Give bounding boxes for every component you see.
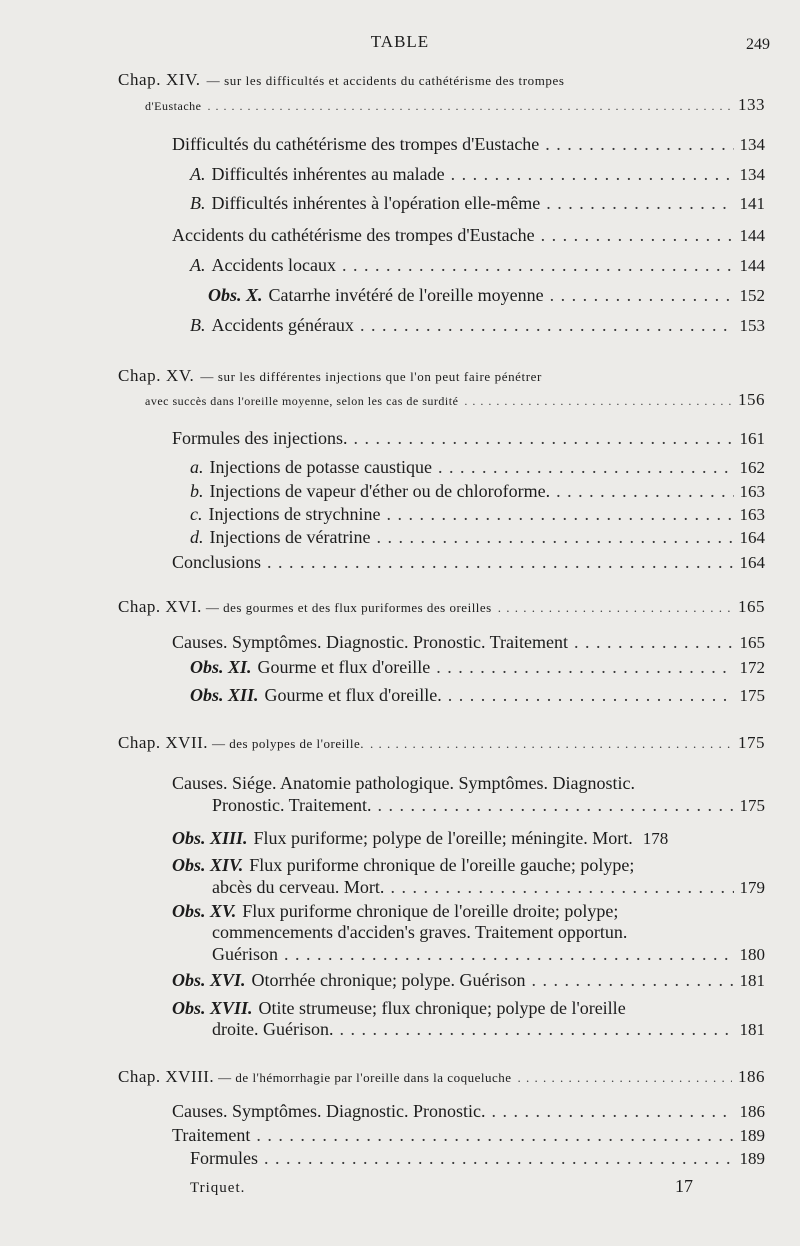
footer-signature: 17 <box>675 1176 693 1196</box>
dot-leader <box>556 480 733 502</box>
entry-page: 172 <box>739 658 765 677</box>
entry-text: Formules <box>190 1148 259 1168</box>
dot-leader <box>267 551 733 573</box>
entry-text: Flux puriforme chronique de l'oreille gauche; polype; <box>249 855 635 875</box>
entry-letter: B. <box>190 315 206 335</box>
entry-page: 134 <box>739 135 765 154</box>
entry-page: 161 <box>739 429 765 448</box>
chapter-14-heading <box>118 70 565 90</box>
chapter-15-heading <box>118 366 542 386</box>
entry-text: Pronostic. Traitement. <box>212 795 372 815</box>
dot-leader <box>550 284 734 306</box>
chapter-14-heading-line2 <box>145 94 765 117</box>
entry-letter: b. <box>190 481 204 501</box>
entry-page: 186 <box>739 1102 765 1121</box>
toc-entry <box>212 1018 765 1041</box>
observation-label: Obs. XVII. <box>172 998 253 1018</box>
dot-leader <box>386 503 733 525</box>
entry-page: 179 <box>739 878 765 897</box>
entry-text: Flux puriforme chronique de l'oreille droite; polype; <box>242 901 619 921</box>
toc-entry <box>190 163 765 186</box>
dot-leader <box>518 1067 733 1089</box>
entry-text: Difficultés inhérentes au malade <box>211 164 445 184</box>
entry-page: 181 <box>739 971 765 990</box>
toc-entry-line1 <box>172 854 634 876</box>
entry-text: Difficultés du cathétérisme des trompes d'Eustache <box>172 134 540 154</box>
dot-leader <box>464 390 732 412</box>
entry-text: droite. Guérison. <box>212 1019 334 1039</box>
dot-leader <box>264 1147 733 1169</box>
entry-letter: B. <box>190 193 206 213</box>
entry-page: 152 <box>739 286 765 305</box>
running-title: TABLE <box>370 32 430 51</box>
toc-entry <box>190 314 765 337</box>
toc-entry <box>190 1147 765 1170</box>
entry-page: 165 <box>739 633 765 652</box>
entry-text: Otite strumeuse; flux chronique; polype de l'oreille <box>258 998 626 1018</box>
entry-page: 162 <box>739 458 765 477</box>
entry-text: Difficultés inhérentes à l'opération elle-même <box>211 193 541 213</box>
dot-leader <box>541 224 734 246</box>
toc-entry <box>172 427 765 450</box>
entry-page: 175 <box>739 796 765 815</box>
entry-letter: A. <box>190 255 206 275</box>
entry-page: 164 <box>739 553 765 572</box>
toc-entry <box>212 794 765 817</box>
dot-leader <box>339 1018 733 1040</box>
toc-entry <box>172 224 765 247</box>
entry-text: Flux puriforme; polype de l'oreille; méningite. Mort. <box>253 828 633 848</box>
toc-entry <box>190 503 765 526</box>
entry-page: 153 <box>739 316 765 335</box>
observation-label: Obs. X. <box>208 285 263 305</box>
entry-page: 175 <box>739 686 765 705</box>
dot-leader <box>207 95 732 117</box>
entry-page: 189 <box>739 1149 765 1168</box>
toc-entry <box>190 254 765 277</box>
entry-page: 144 <box>739 256 765 275</box>
toc-entry-line2: commencements d'acciden's graves. Traitement opportun. <box>212 922 628 942</box>
entry-text: Accidents du cathétérisme des trompes d'Eustache <box>172 225 535 245</box>
toc-entry-observation <box>190 684 765 707</box>
chapter-18-label: Chap. XVIII. <box>118 1067 215 1086</box>
dot-leader <box>353 427 733 449</box>
dot-leader <box>545 133 733 155</box>
chapter-14-label: Chap. XIV. <box>118 70 201 89</box>
chapter-16-page: 165 <box>738 597 765 616</box>
entry-text: Conclusions <box>172 552 262 572</box>
dot-leader <box>498 597 732 619</box>
observation-label: Obs. XIII. <box>172 828 248 848</box>
observation-label: Obs. XIV. <box>172 855 244 875</box>
dot-leader <box>438 456 734 478</box>
dot-leader <box>378 794 734 816</box>
chapter-15-heading-line2 <box>145 389 765 412</box>
toc-entry <box>172 1100 765 1123</box>
entry-text: Injections de vapeur d'éther ou de chloroforme. <box>209 481 551 501</box>
entry-page: 163 <box>739 505 765 524</box>
entry-text: Otorrhée chronique; polype. Guérison <box>251 970 526 990</box>
dot-leader <box>390 876 733 898</box>
toc-entry-line1: Causes. Siége. Anatomie pathologique. Symptômes. Diagnostic. <box>172 773 635 793</box>
entry-text: Catarrhe invétéré de l'oreille moyenne <box>268 285 544 305</box>
entry-text: Accidents locaux <box>211 255 336 275</box>
entry-letter: A. <box>190 164 206 184</box>
dot-leader <box>342 254 734 276</box>
chapter-15-label: Chap. XV. <box>118 366 195 385</box>
toc-entry <box>172 133 765 156</box>
chapter-17-heading <box>118 732 765 755</box>
entry-letter: d. <box>190 527 204 547</box>
toc-entry <box>172 631 765 654</box>
toc-entry-observation <box>190 656 765 679</box>
entry-text: Formules des injections. <box>172 428 348 448</box>
entry-text: Traitement <box>172 1125 251 1145</box>
page-number: 249 <box>746 36 770 53</box>
dot-leader <box>284 943 734 965</box>
chapter-15-page: 156 <box>738 390 765 409</box>
entry-page: 178 <box>642 829 669 848</box>
entry-page: 181 <box>739 1020 765 1039</box>
entry-text: Gourme et flux d'oreille. <box>264 685 442 705</box>
dot-leader <box>574 631 734 653</box>
dot-leader <box>370 733 732 755</box>
observation-label: Obs. XVI. <box>172 970 246 990</box>
toc-entry <box>172 551 765 574</box>
dot-leader <box>256 1124 733 1146</box>
entry-letter: a. <box>190 457 204 477</box>
toc-entry <box>212 876 765 899</box>
entry-text: Guérison <box>212 944 278 964</box>
dot-leader <box>546 192 733 214</box>
entry-text: Accidents généraux <box>211 315 354 335</box>
chapter-16-title: — des gourmes et des flux puriformes des oreilles <box>205 600 492 615</box>
dot-leader <box>436 656 733 678</box>
dot-leader <box>451 163 734 185</box>
chapter-17-page: 175 <box>738 733 765 752</box>
dot-leader <box>492 1100 734 1122</box>
chapter-15-title-line2: avec succès dans l'oreille moyenne, selon les cas de surdité <box>145 394 459 408</box>
chapter-18-heading <box>118 1066 765 1089</box>
toc-entry <box>172 1124 765 1147</box>
toc-entry-line1 <box>172 997 626 1019</box>
toc-entry <box>190 480 765 503</box>
entry-text: Gourme et flux d'oreille <box>257 657 431 677</box>
entry-page: 163 <box>739 482 765 501</box>
dot-leader <box>531 969 733 991</box>
chapter-16-heading <box>118 596 765 619</box>
entry-text: abcès du cerveau. Mort. <box>212 877 385 897</box>
chapter-14-title-line1: — sur les difficultés et accidents du cathétérisme des trompes <box>206 73 565 88</box>
toc-entry <box>190 526 765 549</box>
entry-page: 134 <box>739 165 765 184</box>
chapter-15-title-line1: — sur les différentes injections que l'on peut faire pénétrer <box>200 369 542 384</box>
entry-letter: c. <box>190 504 203 524</box>
toc-entry <box>212 943 765 966</box>
entry-text: Causes. Symptômes. Diagnostic. Pronostic. Traitement <box>172 632 568 652</box>
entry-text: Injections de strychnine <box>208 504 381 524</box>
chapter-18-title: — de l'hémorrhagie par l'oreille dans la coqueluche <box>218 1070 512 1085</box>
observation-label: Obs. XI. <box>190 657 252 677</box>
chapter-17-title: — des polypes de l'oreille. <box>212 736 364 751</box>
footer-author: Triquet. <box>190 1180 246 1196</box>
entry-page: 164 <box>739 528 765 547</box>
entry-page: 141 <box>739 194 765 213</box>
chapter-14-title-line2: d'Eustache <box>145 99 202 113</box>
observation-label: Obs. XII. <box>190 685 259 705</box>
dot-leader <box>448 684 734 706</box>
toc-entry <box>190 456 765 479</box>
dot-leader <box>360 314 734 336</box>
chapter-16-label: Chap. XVI. <box>118 597 202 616</box>
toc-entry-observation <box>208 284 765 307</box>
entry-page: 180 <box>739 945 765 964</box>
chapter-18-page: 186 <box>738 1067 765 1086</box>
toc-entry-observation <box>172 827 765 850</box>
entry-page: 189 <box>739 1126 765 1145</box>
toc-entry-line1 <box>172 900 618 922</box>
entry-text: Injections de vératrine <box>209 527 371 547</box>
toc-entry <box>190 192 765 215</box>
entry-page: 144 <box>739 226 765 245</box>
observation-label: Obs. XV. <box>172 901 237 921</box>
chapter-17-label: Chap. XVII. <box>118 733 209 752</box>
entry-text: Injections de potasse caustique <box>209 457 432 477</box>
entry-text: Causes. Symptômes. Diagnostic. Pronostic. <box>172 1101 486 1121</box>
dot-leader <box>376 526 733 548</box>
toc-entry-observation <box>172 969 765 992</box>
chapter-14-page: 133 <box>738 95 765 114</box>
